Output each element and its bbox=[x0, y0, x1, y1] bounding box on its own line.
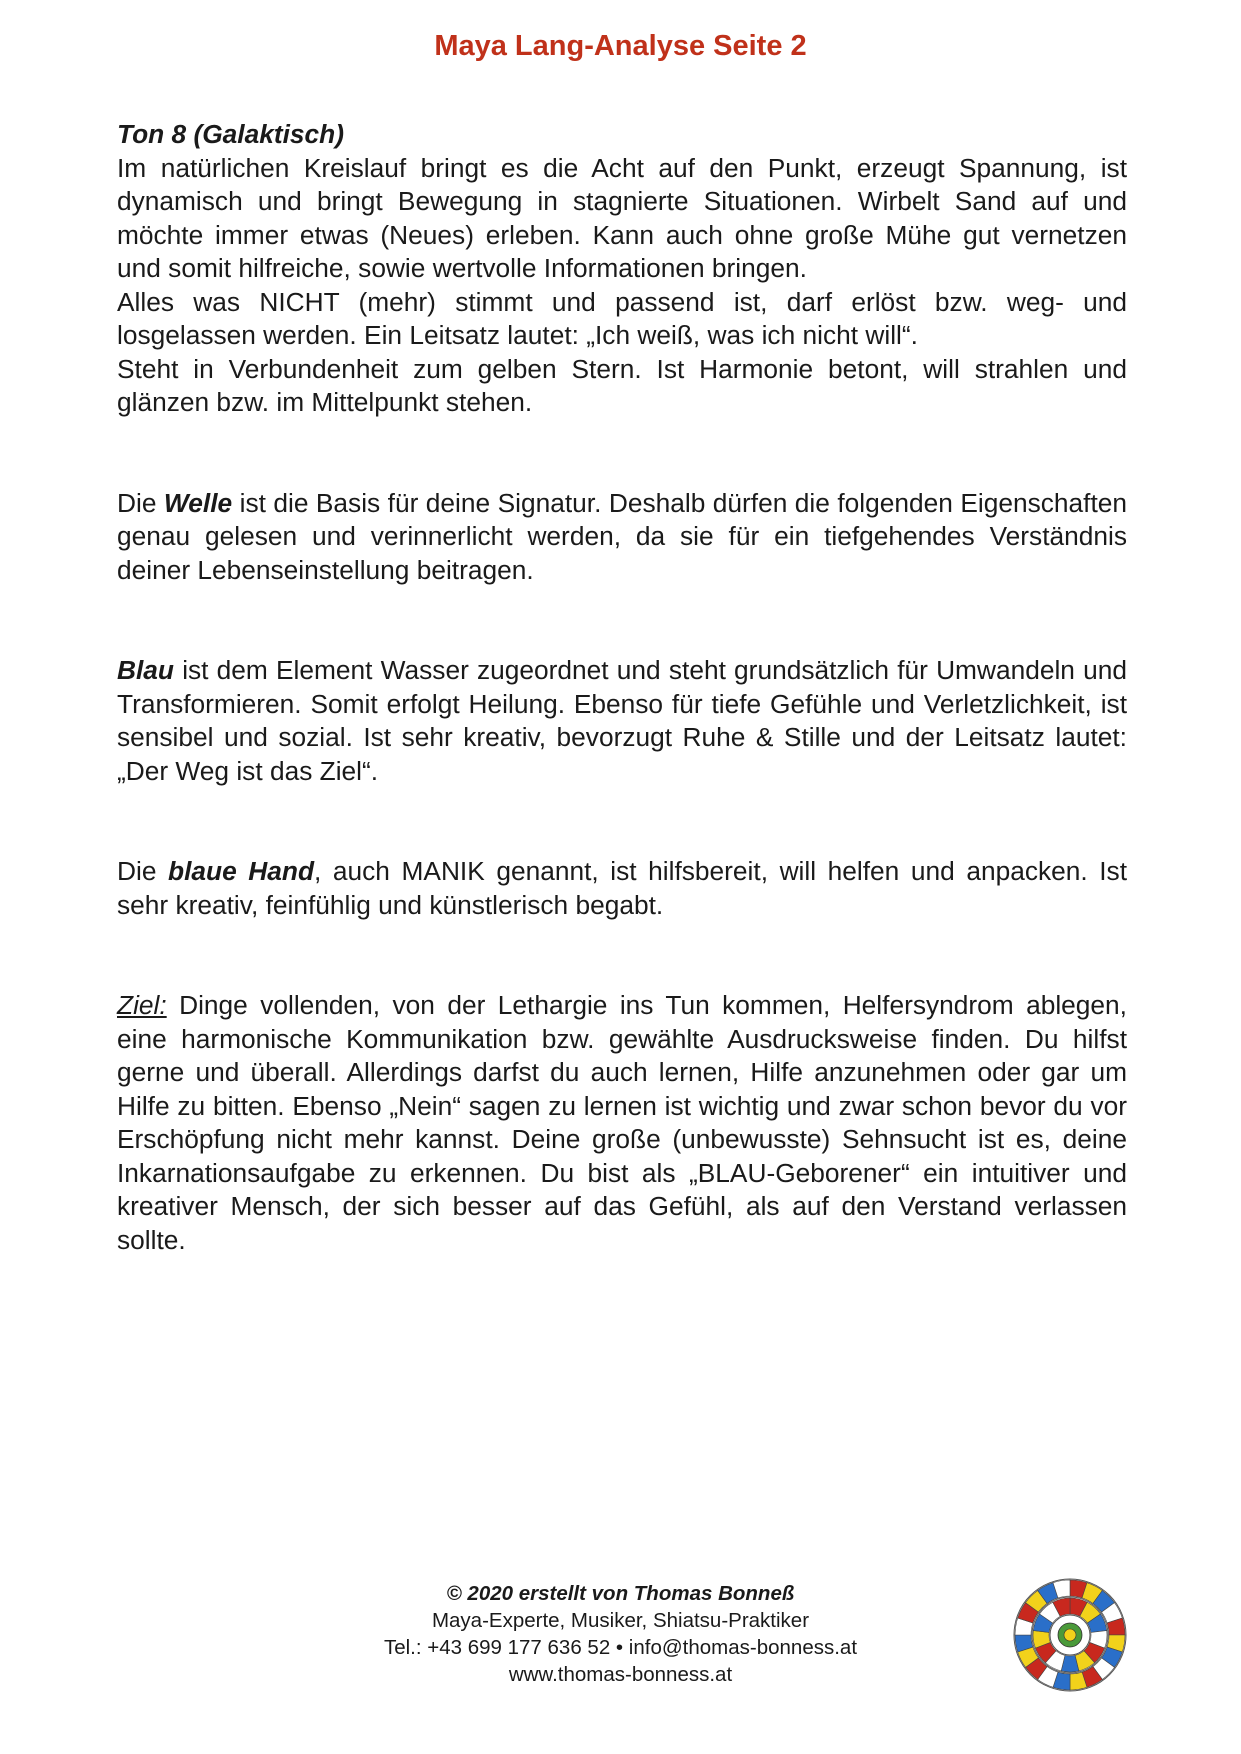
welle-paragraph bbox=[117, 487, 1127, 588]
ziel-text: Dinge vollenden, von der Lethargie ins Tun kommen, Helfersyndrom ablegen, eine harmonische Kommunikation bzw. gewählte Ausdrucksweise finden. Du hilfst gerne und überall. Allerdings darfst du auch lernen, Hilfe anzunehmen oder gar um Hilfe zu bitten. Ebenso „Nein“ sagen zu lernen ist wichtig und zwar schon bevor du vor Erschöpfung nicht mehr kannst. Deine große (unbewusste) Sehnsucht ist es, deine Inkarnationsaufgabe zu erkennen. Du bist als „BLAU-Geborener“ ein intuitiver und kreativer Mensch, der sich besser auf das Gefühl, als auf den Verstand verlassen sollte. bbox=[117, 990, 1127, 1255]
ton-paragraph-1: Im natürlichen Kreislauf bringt es die Acht auf den Punkt, erzeugt Spannung, ist dynamisch und bringt Bewegung in stagnierte Situationen. Wirbelt Sand auf und möchte immer etwas (Neues) erleben. Kann auch ohne große Mühe gut vernetzen und somit hilfreiche, sowie wertvolle Informationen bringen. bbox=[117, 152, 1127, 283]
spacer bbox=[117, 788, 1127, 855]
maya-calendar-wheel-icon bbox=[1012, 1577, 1128, 1693]
footer-copyright: © 2020 erstellt von Thomas Bonneß bbox=[446, 1582, 795, 1605]
hand-pre: Die bbox=[117, 856, 169, 886]
ton-paragraph-2: Alles was NICHT (mehr) stimmt und passend ist, darf erlöst bzw. weg- und losgelassen werden. Ein Leitsatz lautet: „Ich weiß, was ich nicht will“. bbox=[117, 286, 1127, 350]
ton-paragraph-3: Steht in Verbundenheit zum gelben Stern. Ist Harmonie betont, will strahlen und glänzen bzw. im Mittelpunkt stehen. bbox=[117, 353, 1127, 417]
hand-text: , auch MANIK genannt, ist hilfsbereit, will helfen und anpacken. Ist sehr kreativ, feinfühlig und künstlerisch begabt. bbox=[117, 856, 1128, 920]
ziel-label: Ziel: bbox=[117, 990, 167, 1020]
spacer bbox=[117, 420, 1127, 487]
section-heading-ton: Ton 8 (Galaktisch) bbox=[117, 119, 344, 149]
main-content bbox=[117, 118, 1127, 1257]
footer-contact: Tel.: +43 699 177 636 52 • info@thomas-bonness.at bbox=[383, 1636, 858, 1659]
footer-website: www.thomas-bonness.at bbox=[508, 1663, 733, 1686]
ziel-paragraph bbox=[117, 989, 1127, 1257]
hand-paragraph bbox=[117, 855, 1127, 922]
page-title: Maya Lang-Analyse Seite 2 bbox=[434, 30, 807, 62]
spacer bbox=[117, 587, 1127, 654]
blau-emphasis: Blau bbox=[117, 655, 174, 685]
spacer bbox=[117, 922, 1127, 989]
blau-paragraph bbox=[117, 654, 1127, 788]
welle-emphasis: Welle bbox=[163, 487, 233, 518]
blau-text: ist dem Element Wasser zugeordnet und steht grundsätzlich für Umwandeln und Transformieren. Somit erfolgt Heilung. Ebenso für tiefe Gefühle und Verletzlichkeit, ist sensibel und sozial. Ist sehr kreativ, bevorzugt Ruhe & Stille und der Leitsatz lautet: „Der Weg ist das Ziel“. bbox=[117, 655, 1127, 786]
hand-emphasis: blaue Hand bbox=[168, 856, 315, 886]
welle-pre: Die bbox=[117, 487, 164, 518]
welle-text: ist die Basis für deine Signatur. Deshalb dürfen die folgenden Eigenschaften genau gelesen und verinnerlicht werden, da sie für ein tiefgehendes Verständnis deiner Lebenseinstellung beitragen. bbox=[117, 487, 1127, 585]
footer-profession: Maya-Experte, Musiker, Shiatsu-Praktiker bbox=[431, 1609, 810, 1632]
